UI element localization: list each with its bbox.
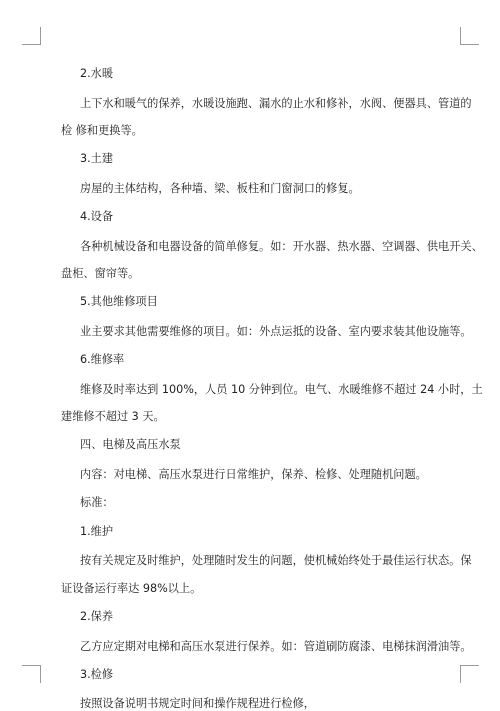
crop-mark-bottom-right-h	[460, 665, 479, 666]
paragraph-line: 乙方应定期对电梯和高压水泵进行保养。如：管道刷防腐漆、电梯抹润滑油等。	[80, 640, 472, 653]
paragraph-line: 按照设备说明书规定时间和操作规程进行检修，	[80, 697, 315, 710]
label-standard: 标准：	[80, 496, 114, 509]
paragraph-line: 证设备运行率达 98%以上。	[61, 582, 202, 595]
heading-civil: 3.土建	[80, 152, 114, 165]
paragraph-line: 检 修和更换等。	[61, 124, 143, 137]
heading-inspection: 3.检修	[80, 668, 114, 681]
crop-mark-bottom-left-v	[40, 665, 41, 683]
paragraph-line: 维修及时率达到 100%，人员 10 分钟到位。电气、水暖维修不超过 24 小时，土	[80, 383, 483, 396]
crop-mark-bottom-left-h	[22, 665, 41, 666]
paragraph-line: 房屋的主体结构，各种墙、梁、板柱和门窗洞口的修复。	[80, 182, 360, 195]
heading-elevator-pump: 四、电梯及高压水泵	[80, 438, 181, 451]
paragraph-line: 业主要求其他需要维修的项目。如：外点运抵的设备、室内要求装其他设施等。	[80, 325, 472, 338]
crop-mark-top-left-h	[22, 44, 41, 45]
paragraph-line: 内容：对电梯、高压水泵进行日常维护，保养、检修、处理随机问题。	[80, 468, 427, 481]
paragraph-line: 建维修不超过 3 天。	[61, 410, 165, 423]
heading-maintenance: 1.维护	[80, 525, 114, 538]
crop-mark-top-right-h	[460, 44, 479, 45]
paragraph-line: 各种机械设备和电器设备的简单修复。如：开水器、热水器、空调器、供电开关、	[80, 240, 483, 253]
paragraph-line: 按有关规定及时维护，处理随时发生的问题，使机械始终处于最佳运行状态。保	[80, 554, 472, 567]
heading-other-repairs: 5.其他维修项目	[80, 295, 158, 308]
crop-mark-top-left-v	[40, 27, 41, 45]
heading-upkeep: 2.保养	[80, 610, 114, 623]
paragraph-line: 上下水和暖气的保养，水暖设施跑、漏水的止水和修补，水阀、便器具、管道的	[80, 97, 472, 110]
heading-equipment: 4.设备	[80, 210, 114, 223]
heading-plumbing: 2.水暖	[80, 67, 114, 80]
heading-repair-rate: 6.维修率	[80, 353, 125, 366]
paragraph-line: 盘柜、窗帘等。	[61, 267, 140, 280]
crop-mark-bottom-right-v	[460, 665, 461, 683]
crop-mark-top-right-v	[460, 27, 461, 45]
